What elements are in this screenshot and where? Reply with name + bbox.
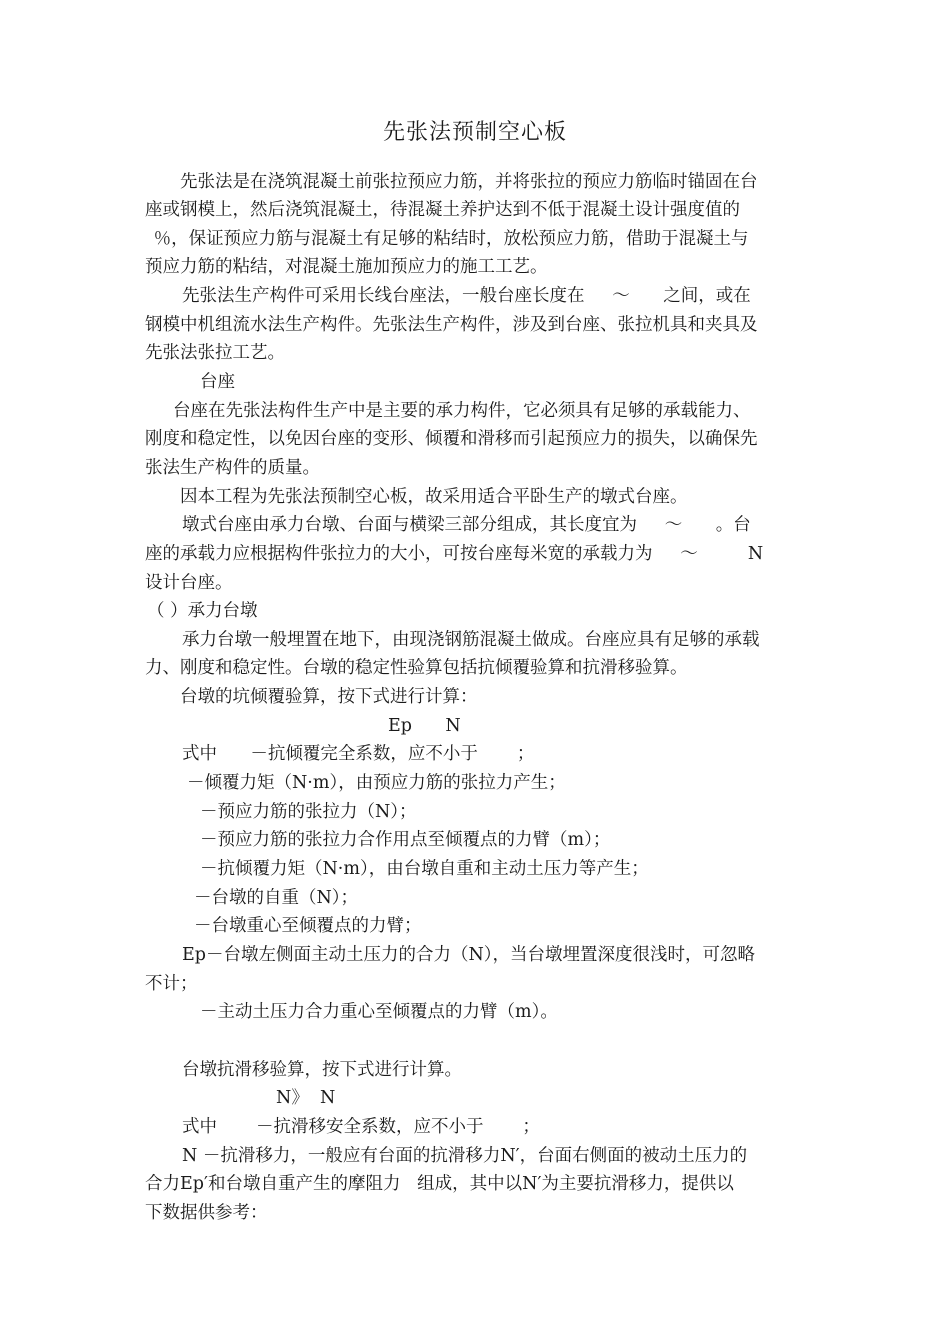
text-line: 钢模中机组流水法生产构件。先张法生产构件，涉及到台座、张拉机具和夹具及	[145, 315, 758, 335]
text-line: 刚度和稳定性，以免因台座的变形、倾覆和滑移而引起预应力的损失，以确保先	[145, 429, 758, 449]
text-line: 先张法是在浇筑混凝土前张拉预应力筋，并将张拉的预应力筋临时锚固在台	[180, 172, 758, 192]
text-line: Ep N	[388, 716, 461, 736]
text-line: 台座	[200, 372, 235, 392]
text-line: －预应力筋的张拉力（N）；	[200, 802, 417, 822]
text-line: （ ）承力台墩	[147, 601, 258, 621]
text-line: －台墩的自重（N）；	[194, 888, 359, 908]
text-line: 式中 －抗倾覆完全系数，应不小于 ；	[182, 744, 535, 764]
text-line: 不计；	[145, 974, 198, 994]
text-line: ％，保证预应力筋与混凝土有足够的粘结时，放松预应力筋，借助于混凝土与	[148, 229, 749, 249]
text-line: 下数据供参考：	[145, 1203, 268, 1223]
text-line: －台墩重心至倾覆点的力臂；	[194, 916, 422, 936]
text-line: 座的承载力应根据构件张拉力的大小，可按台座每米宽的承载力为 ～ N	[145, 544, 764, 564]
text-line: －预应力筋的张拉力合作用点至倾覆点的力臂（m）；	[200, 830, 611, 850]
text-line: 台座在先张法构件生产中是主要的承力构件，它必须具有足够的承载能力、	[173, 401, 751, 421]
document-title: 先张法预制空心板	[382, 120, 567, 145]
text-line: 台墩的坑倾覆验算，按下式进行计算：	[180, 687, 478, 707]
text-line: －抗倾覆力矩（N·m），由台墩自重和主动土压力等产生；	[200, 859, 649, 879]
text-line: N》 N	[276, 1088, 336, 1108]
text-line: N －抗滑移力，一般应有台面的抗滑移力N′，台面右侧面的被动土压力的	[182, 1146, 748, 1166]
text-line: 张法生产构件的质量。	[145, 458, 320, 478]
text-line: －倾覆力矩（N·m），由预应力筋的张拉力产生；	[187, 773, 566, 793]
text-line: 墩式台座由承力台墩、台面与横梁三部分组成，其长度宜为 ～ 。台	[182, 515, 751, 535]
text-line: 设计台座。	[145, 573, 233, 593]
text-line: 因本工程为先张法预制空心板，故采用适合平卧生产的墩式台座。	[180, 487, 688, 507]
text-line: 先张法张拉工艺。	[145, 343, 285, 363]
text-line: 式中 －抗滑移安全系数，应不小于 ；	[182, 1117, 540, 1137]
text-line: 力、刚度和稳定性。台墩的稳定性验算包括抗倾覆验算和抗滑移验算。	[145, 658, 688, 678]
text-line: 合力Ep′和台墩自重产生的摩阻力 组成，其中以N′为主要抗滑移力，提供以	[145, 1174, 734, 1194]
text-line: －主动土压力合力重心至倾覆点的力臂（m）。	[200, 1002, 558, 1022]
text-line: 座或钢模上，然后浇筑混凝土，待混凝土养护达到不低于混凝土设计强度值的	[145, 200, 740, 220]
text-line: 台墩抗滑移验算，按下式进行计算。	[182, 1060, 462, 1080]
text-line: 预应力筋的粘结，对混凝土施加预应力的施工工艺。	[145, 257, 548, 277]
text-line: Ep－台墩左侧面主动土压力的合力（N），当台墩埋置深度很浅时，可忽略	[182, 945, 756, 965]
text-line: 先张法生产构件可采用长线台座法，一般台座长度在 ～ 之间，或在	[182, 286, 751, 306]
text-line: 承力台墩一般埋置在地下，由现浇钢筋混凝土做成。台座应具有足够的承载	[182, 630, 760, 650]
